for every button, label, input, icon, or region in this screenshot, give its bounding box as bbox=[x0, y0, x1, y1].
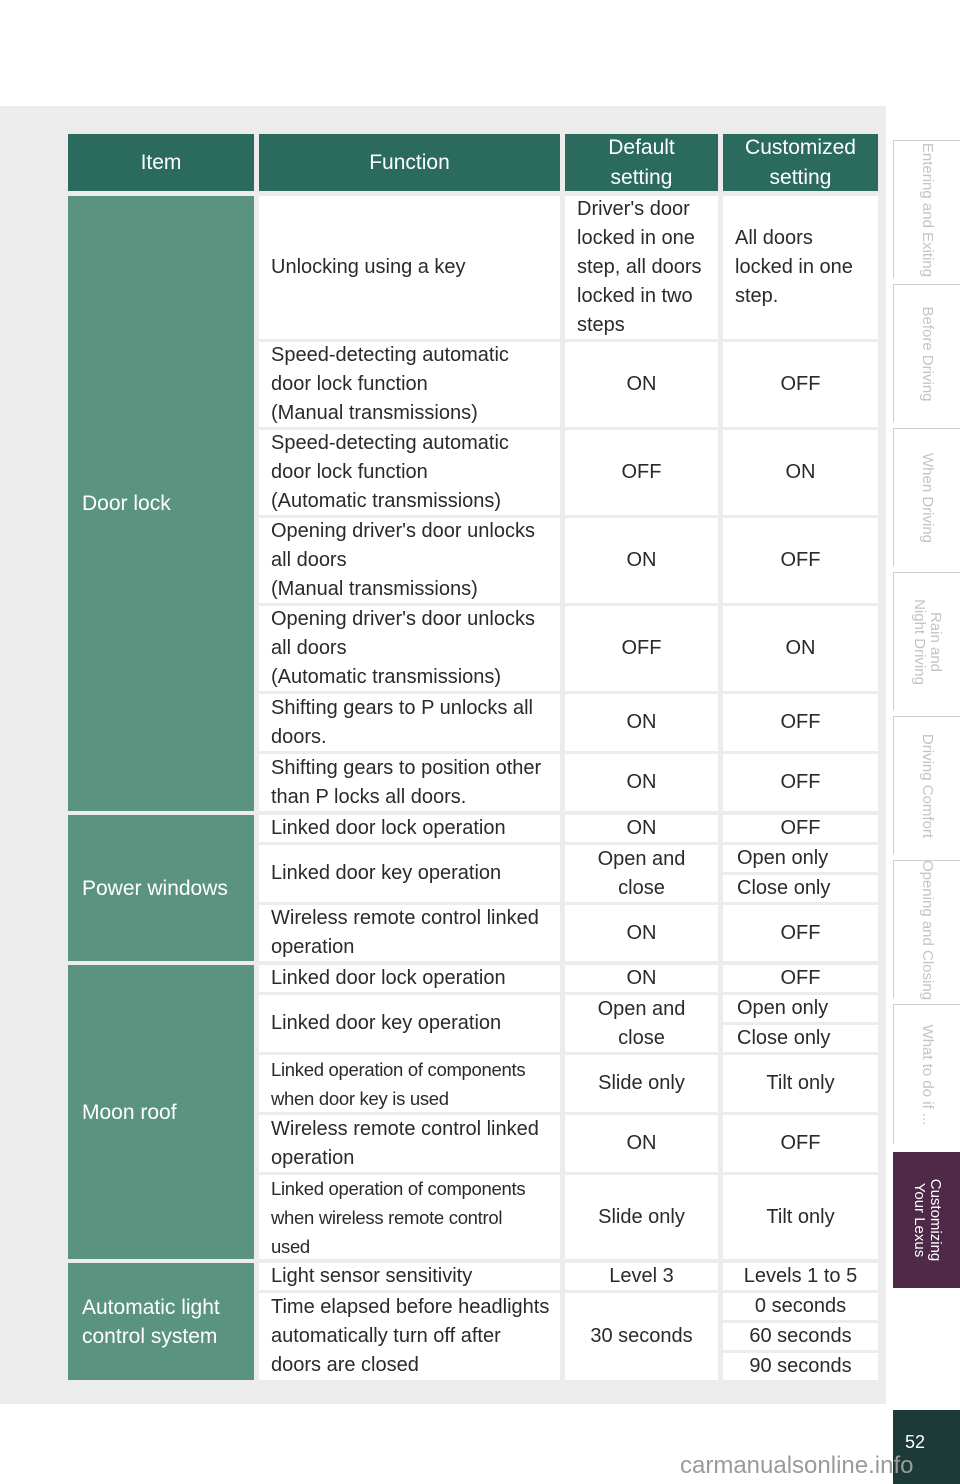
custom-cell: 0 seconds bbox=[723, 1293, 878, 1320]
function-cell: Linked door key operation bbox=[259, 995, 560, 1052]
function-cell: Opening driver's door unlocks all doors (Manual transmissions) bbox=[259, 518, 560, 603]
default-cell: Slide only bbox=[565, 1055, 718, 1112]
function-cell: Speed-detecting automatic door lock function (Automatic transmissions) bbox=[259, 430, 560, 515]
tab-label: What to do if ... bbox=[919, 1024, 936, 1125]
custom-cell: Levels 1 to 5 bbox=[723, 1263, 878, 1290]
tab-opening-and-closing[interactable] bbox=[893, 860, 960, 998]
function-cell: Linked door lock operation bbox=[259, 965, 560, 992]
custom-cell: OFF bbox=[723, 754, 878, 811]
header-customized-setting: Customized setting bbox=[723, 134, 878, 191]
default-cell: Open and close bbox=[565, 845, 718, 902]
default-cell: ON bbox=[565, 1115, 718, 1172]
default-cell: ON bbox=[565, 694, 718, 751]
custom-cell: OFF bbox=[723, 815, 878, 842]
default-cell: 30 seconds bbox=[565, 1293, 718, 1380]
custom-cell: 90 seconds bbox=[723, 1353, 878, 1380]
custom-cell: Tilt only bbox=[723, 1055, 878, 1112]
tab-when-driving[interactable] bbox=[893, 428, 960, 566]
default-cell: ON bbox=[565, 815, 718, 842]
tab-entering-and-exiting[interactable] bbox=[893, 140, 960, 278]
function-cell: Linked door key operation bbox=[259, 845, 560, 902]
page-number: 52 bbox=[905, 1432, 926, 1452]
function-cell: Shifting gears to P unlocks all doors. bbox=[259, 694, 560, 751]
custom-cell: Close only bbox=[723, 1025, 878, 1052]
default-cell: ON bbox=[565, 518, 718, 603]
watermark: carmanualsonline.info bbox=[680, 1452, 914, 1479]
default-cell: Slide only bbox=[565, 1175, 718, 1259]
custom-cell: Close only bbox=[723, 875, 878, 902]
header-default-setting: Default setting bbox=[565, 134, 718, 191]
function-cell: Light sensor sensitivity bbox=[259, 1263, 560, 1290]
tab-rain-and-night-driving[interactable] bbox=[893, 572, 960, 710]
default-cell: ON bbox=[565, 905, 718, 961]
tab-driving-comfort[interactable] bbox=[893, 716, 960, 854]
group-automatic-light-control: Automatic light control system bbox=[68, 1263, 254, 1380]
function-cell: Wireless remote control linked operation bbox=[259, 905, 560, 961]
function-cell: Wireless remote control linked operation bbox=[259, 1115, 560, 1172]
default-cell: Level 3 bbox=[565, 1263, 718, 1290]
function-cell: Shifting gears to position other than P locks all doors. bbox=[259, 754, 560, 811]
custom-cell: Tilt only bbox=[723, 1175, 878, 1259]
group-door-lock: Door lock bbox=[68, 196, 254, 811]
default-cell: OFF bbox=[565, 430, 718, 515]
header-function: Function bbox=[259, 134, 560, 191]
custom-cell: ON bbox=[723, 430, 878, 515]
custom-cell: Open only bbox=[723, 995, 878, 1022]
default-cell: ON bbox=[565, 754, 718, 811]
tab-label: Entering and Exiting bbox=[919, 142, 936, 277]
default-cell: Open and close bbox=[565, 995, 718, 1052]
tab-label: Opening and Closing bbox=[919, 859, 936, 1000]
group-power-windows: Power windows bbox=[68, 815, 254, 961]
tab-customizing-your-lexus[interactable] bbox=[893, 1152, 960, 1288]
function-cell: Opening driver's door unlocks all doors (Automatic transmissions) bbox=[259, 606, 560, 691]
group-moon-roof: Moon roof bbox=[68, 965, 254, 1259]
custom-cell: OFF bbox=[723, 342, 878, 427]
tab-label: Customizing Your Lexus bbox=[910, 1178, 944, 1262]
default-cell: OFF bbox=[565, 606, 718, 691]
custom-cell: OFF bbox=[723, 905, 878, 961]
tab-label: Before Driving bbox=[919, 305, 936, 402]
tab-what-to-do-if[interactable] bbox=[893, 1004, 960, 1144]
custom-cell: Open only bbox=[723, 845, 878, 872]
function-cell: Speed-detecting automatic door lock function (Manual transmissions) bbox=[259, 342, 560, 427]
custom-cell: ON bbox=[723, 606, 878, 691]
custom-cell: OFF bbox=[723, 694, 878, 751]
custom-cell: 60 seconds bbox=[723, 1323, 878, 1350]
header-item: Item bbox=[68, 134, 254, 191]
custom-cell: OFF bbox=[723, 965, 878, 992]
tab-label: When Driving bbox=[919, 452, 936, 543]
tab-label: Rain and Night Driving bbox=[911, 598, 944, 685]
tab-before-driving[interactable] bbox=[893, 284, 960, 422]
function-cell: Unlocking using a key bbox=[259, 196, 560, 339]
function-cell: Time elapsed before headlights automatically turn off after doors are closed bbox=[259, 1293, 560, 1380]
custom-cell: All doors locked in one step. bbox=[723, 196, 878, 339]
custom-cell: OFF bbox=[723, 518, 878, 603]
function-cell: Linked door lock operation bbox=[259, 815, 560, 842]
custom-cell: OFF bbox=[723, 1115, 878, 1172]
default-cell: ON bbox=[565, 965, 718, 992]
function-cell: Linked operation of components when wireless remote control used bbox=[259, 1175, 560, 1259]
tab-label: Driving Comfort bbox=[919, 733, 936, 838]
default-cell: Driver's door locked in one step, all doors locked in two steps bbox=[565, 196, 718, 339]
function-cell: Linked operation of components when door key is used bbox=[259, 1055, 560, 1112]
default-cell: ON bbox=[565, 342, 718, 427]
